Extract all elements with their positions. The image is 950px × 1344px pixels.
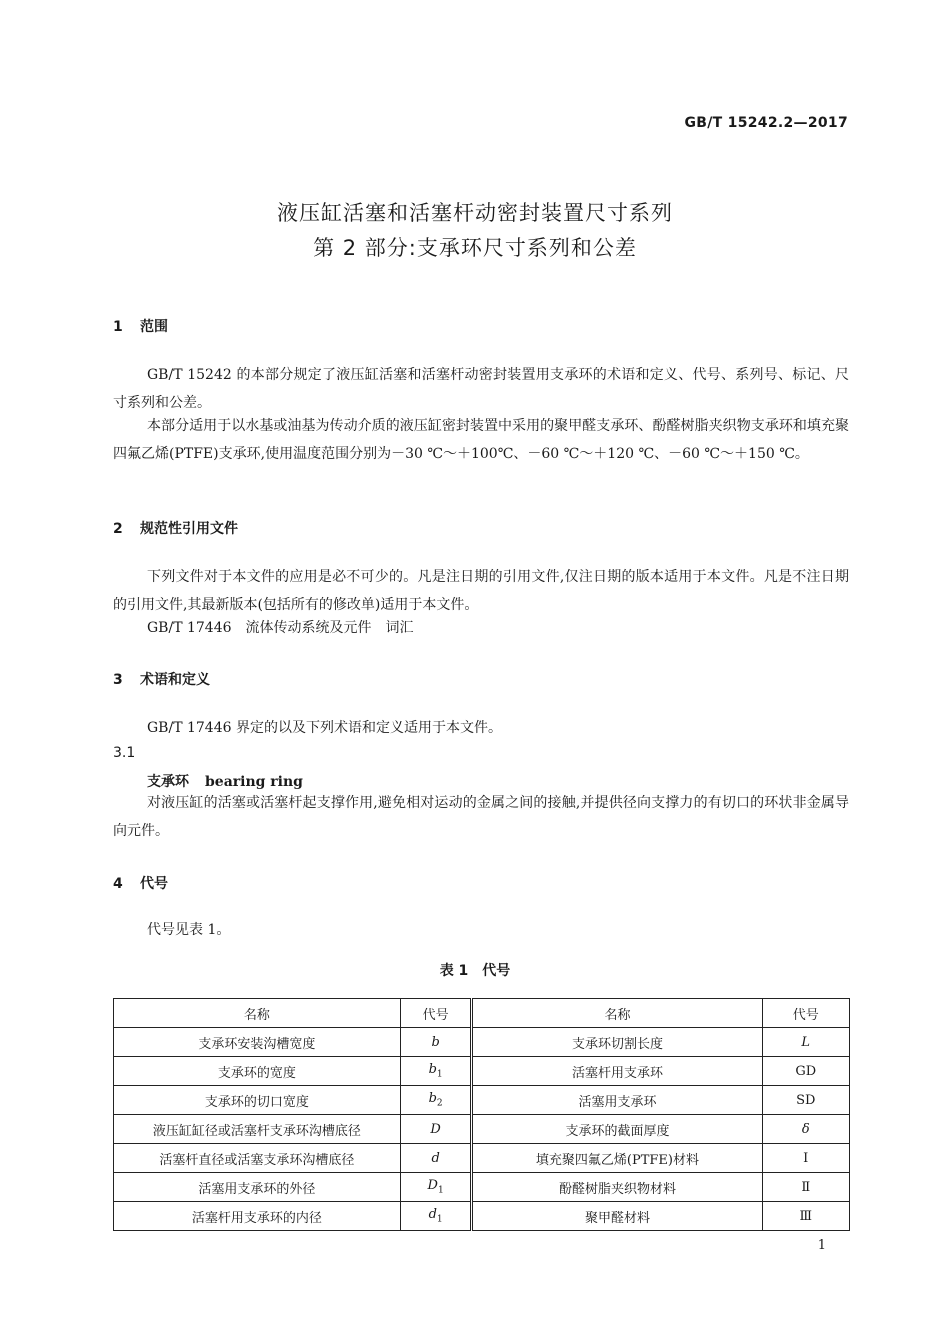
row-symbol-right: Ⅰ (762, 1144, 850, 1173)
row-name-right: 活塞杆用支承环 (472, 1057, 762, 1086)
section-1-paragraph-1: GB/T 15242 的本部分规定了液压缸活塞和活塞杆动密封装置用支承环的术语和定义、代号、系列号、标记、尺寸系列和公差。 (113, 367, 849, 411)
row-symbol-left (400, 1202, 472, 1231)
document-id: GB/T 15242.2—2017 (684, 115, 848, 131)
table-header-row (114, 999, 850, 1028)
row-name-left: 活塞杆用支承环的内径 (114, 1202, 401, 1231)
row-name-right: 填充聚四氟乙烯(PTFE)材料 (472, 1144, 762, 1173)
document-title-line2: 第 2 部分:支承环尺寸系列和公差 (313, 236, 637, 260)
table-row (114, 1202, 850, 1231)
row-symbol-right: SD (762, 1086, 850, 1115)
section-number: 1 (113, 319, 123, 335)
header-symbol-left: 代号 (400, 999, 472, 1028)
row-symbol-left (400, 1086, 472, 1115)
symbol-subscript: 1 (437, 1185, 444, 1196)
symbol-subscript: 1 (436, 1214, 443, 1225)
table-row (114, 1173, 850, 1202)
row-name-right: 支承环的截面厚度 (472, 1115, 762, 1144)
section-title: 范围 (140, 319, 168, 335)
term-english: bearing ring (205, 774, 303, 790)
section-4-paragraph-1: 代号见表 1。 (147, 922, 231, 938)
symbol-letter: D (430, 1121, 441, 1137)
symbol-subscript: 2 (436, 1098, 443, 1109)
section-3-paragraph-1: GB/T 17446 界定的以及下列术语和定义适用于本文件。 (147, 720, 502, 736)
table-row (114, 1086, 850, 1115)
section-4-heading (113, 873, 168, 893)
header-name-left: 名称 (114, 999, 401, 1028)
row-symbol-right: L (762, 1028, 850, 1057)
term-entry (147, 771, 303, 791)
header-symbol-right: 代号 (762, 999, 850, 1028)
term-definition: 对液压缸的活塞或活塞杆起支撑作用,避免相对运动的金属之间的接触,并提供径向支撑力的有切口的环状非金属导向元件。 (113, 795, 849, 839)
row-name-left: 支承环的切口宽度 (114, 1086, 401, 1115)
section-number: 2 (113, 521, 123, 537)
section-1-paragraph-2: 本部分适用于以水基或油基为传动介质的液压缸密封装置中采用的聚甲醛支承环、酚醛树脂夹织物支承环和填充聚四氟乙烯(PTFE)支承环,使用温度范围分别为－30 ℃～＋100℃、－60 ℃～＋120 ℃、－60 ℃～＋150 ℃。 (113, 418, 849, 462)
row-name-right: 聚甲醛材料 (472, 1202, 762, 1231)
row-symbol-left (400, 1028, 472, 1057)
document-title-line1: 液压缸活塞和活塞杆动密封装置尺寸系列 (277, 201, 673, 225)
row-name-left: 支承环安装沟槽宽度 (114, 1028, 401, 1057)
symbol-letter: d (431, 1150, 440, 1166)
row-symbol-right: δ (762, 1115, 850, 1144)
row-name-left: 液压缸缸径或活塞杆支承环沟槽底径 (114, 1115, 401, 1144)
term-chinese: 支承环 (147, 774, 189, 790)
row-name-right: 酚醛树脂夹织物材料 (472, 1173, 762, 1202)
symbol-subscript: 1 (436, 1069, 443, 1080)
symbol-letter: b (428, 1091, 437, 1107)
codes-table (113, 998, 850, 1231)
symbol-letter: d (428, 1207, 437, 1223)
section-title: 代号 (140, 876, 168, 892)
section-title: 术语和定义 (140, 672, 210, 688)
section-3-heading (113, 669, 210, 689)
row-symbol-left (400, 1173, 472, 1202)
row-symbol-left (400, 1144, 472, 1173)
page-number: 1 (817, 1238, 826, 1253)
header-name-right: 名称 (472, 999, 762, 1028)
table-row (114, 1028, 850, 1057)
symbol-letter: b (431, 1034, 440, 1050)
row-name-right: 支承环切割长度 (472, 1028, 762, 1057)
row-symbol-left (400, 1057, 472, 1086)
section-number: 3 (113, 672, 123, 688)
row-symbol-left (400, 1115, 472, 1144)
section-title: 规范性引用文件 (140, 521, 238, 537)
section-1-heading (113, 316, 168, 336)
row-symbol-right: GD (762, 1057, 850, 1086)
normative-reference: GB/T 17446 流体传动系统及元件 词汇 (147, 620, 414, 636)
symbol-letter: b (428, 1062, 437, 1078)
symbol-letter: D (427, 1178, 438, 1194)
section-number: 4 (113, 876, 123, 892)
subsection-3-1-number: 3.1 (113, 745, 136, 761)
table-caption: 表 1 代号 (439, 963, 511, 979)
row-symbol-right: Ⅱ (762, 1173, 850, 1202)
row-name-left: 活塞用支承环的外径 (114, 1173, 401, 1202)
section-2-paragraph-1: 下列文件对于本文件的应用是必不可少的。凡是注日期的引用文件,仅注日期的版本适用于本文件。凡是不注日期的引用文件,其最新版本(包括所有的修改单)适用于本文件。 (113, 569, 849, 613)
row-symbol-right: Ⅲ (762, 1202, 850, 1231)
table-row (114, 1115, 850, 1144)
row-name-left: 支承环的宽度 (114, 1057, 401, 1086)
table-row (114, 1057, 850, 1086)
row-name-right: 活塞用支承环 (472, 1086, 762, 1115)
row-name-left: 活塞杆直径或活塞支承环沟槽底径 (114, 1144, 401, 1173)
table-row (114, 1144, 850, 1173)
section-2-heading (113, 518, 238, 538)
